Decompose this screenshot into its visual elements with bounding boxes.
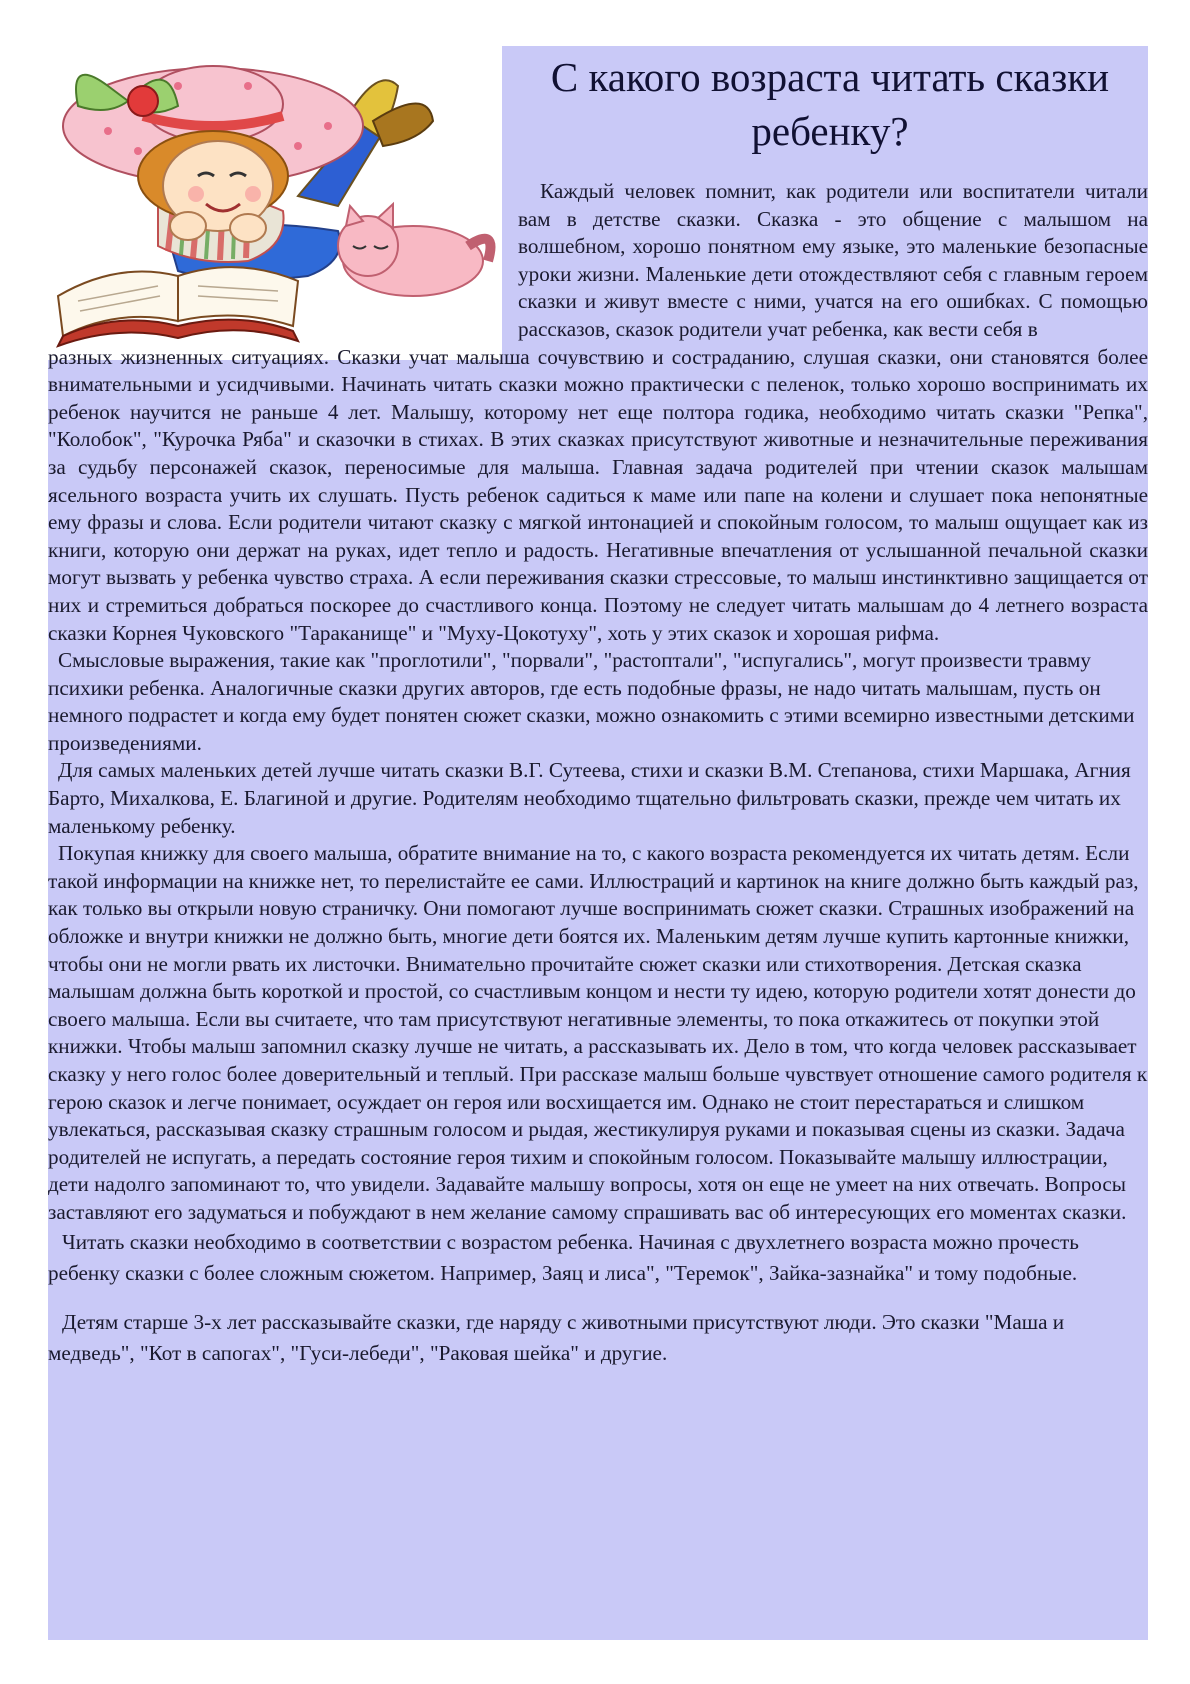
page-title: С какого возраста читать сказки ребенку? — [550, 54, 1110, 154]
paragraph-buying-books: Покупая книжку для своего малыша, обратите внимание на то, с какого возраста рекомендуется их читать детям. Если такой информации на книжке нет, то перелистайте ее сами. Иллюстраций и картинок на книге должно быть каждый раз, как только вы открыли новую страничку. Они помогают лучше воспринимать сюжет сказки. Страшных изображений на обложке и внутри книжки не должно быть, многие дети боятся их. Маленьким детям лучше купить картонные книжки, чтобы они не могли рвать их листочки. Внимательно прочитайте сюжет сказки или стихотворения. Детская сказка малышам должна быть короткой и простой, со счастливым концом и нести ту идею, которую родители хотят донести до своего малыша. Если вы считаете, что там присутствуют негативные элементы, то пока откажитесь от покупки этой книжки. Чтобы малыш запомнил сказку лучше не читать, а рассказывать их. Дело в том, что когда человек рассказывает сказку у него голос более доверительный и теплый. При рассказе малыш больше чувствует отношение самого родителя к герою сказок и легче понимает, осуждает он героя или восхищается им. Однако не стоит перестараться и слишком увлекаться, рассказывая сказку страшным голосом и рыдая, жестикулируя руками и показывая сцены из сказки. Задача родителей не испугать, а передать состояние героя тихим и спокойным голосом. Показывайте малышу иллюстрации, дети надолго запоминают то, что увидели. Задавайте малышу вопросы, хотя он еще не умеет на них отвечать. Вопросы заставляют его задуматься и побуждают в нем желание самому спрашивать вас об интересующих его моментах сказки. — [48, 841, 1148, 1224]
paragraph-authors: Для самых маленьких детей лучше читать сказки В.Г. Сутеева, стихи и сказки В.М. Степанова, стихи Маршака, Агния Барто, Михалкова, Е. Благиной и другие. Родителям необходимо тщательно фильтровать сказки, прежде чем читать их маленькому ребенку. — [48, 758, 1131, 838]
paragraph-age-three: Детям старше 3-х лет рассказывайте сказки, где наряду с животными присутствуют люди. Это сказки "Маша и медведь", "Кот в сапогах", "Гуси-лебеди", "Раковая шейка" и другие. — [48, 1309, 1065, 1365]
intro-paragraph: Каждый человек помнит, как родители или воспитатели читали вам в детстве сказки. Сказка - это общение с малышом на волшебном, хорошо понятном ему языке, это маленькие безопасные уроки жизни. Маленькие дети отождествляют себя с главным героем сказки и живут вместе с ними, учатся на его ошибках. С помощью рассказов, сказок родители учат ребенка, как вести себя в — [518, 179, 1148, 341]
paragraph-phrases: Смысловые выражения, такие как "проглотили", "порвали", "растоптали", "испугались", могут произвести травму психики ребенка. Аналогичные сказки других авторов, где есть подобные фразы, не надо читать малышам, пусть он немного подрастет и когда ему будет понятен сюжет сказки, можно ознакомить с этими всемирно известными детскими произведениями. — [48, 648, 1135, 755]
intro-continuation: разных жизненных ситуациях. Сказки учат малыша сочувствию и состраданию, слушая сказки, они становятся более внимательными и усидчивыми. Начинать читать сказки можно практически с пеленок, только хорошо воспринимать их ребенок научится не раньше 4 лет. Малышу, которому нет еще полтора годика, необходимо читать сказки "Репка", "Колобок", "Курочка Ряба" и сказочки в стихах. В этих сказках присутствуют животные и незначительные переживания за судьбу персонажей сказок, переносимые для малыша. Главная задача родителей при чтении сказок малышам ясельного возраста учить их слушать. Пусть ребенок садиться к маме или папе на колени и слушает пока непонятные ему фразы и слова. Если родители читают сказку с мягкой интонацией и спокойным голосом, то малыш ощущает как из книги, которую они держат на руках, идет тепло и радость. Негативные впечатления от услышанной печальной сказки могут вызвать у ребенка чувство страха. А если переживания сказки стрессовые, то малыш инстинктивно защищается от них и стремиться добраться поскорее до счастливого конца. Поэтому не следует читать малышам до 4 летнего возраста сказки Корнея Чуковского "Тараканище" и "Муху-Цокотуху", хоть у этих сказок и хорошая рифма. — [48, 344, 1148, 645]
paragraph-age-two: Читать сказки необходимо в соответствии с возрастом ребенка. Начиная с двухлетнего возраста можно прочесть ребенку сказки с более сложным сюжетом. Например, Заяц и лиса", "Теремок", Зайка-зазнайка" и тому подобные. — [48, 1229, 1079, 1285]
article-body — [48, 178, 1148, 1369]
